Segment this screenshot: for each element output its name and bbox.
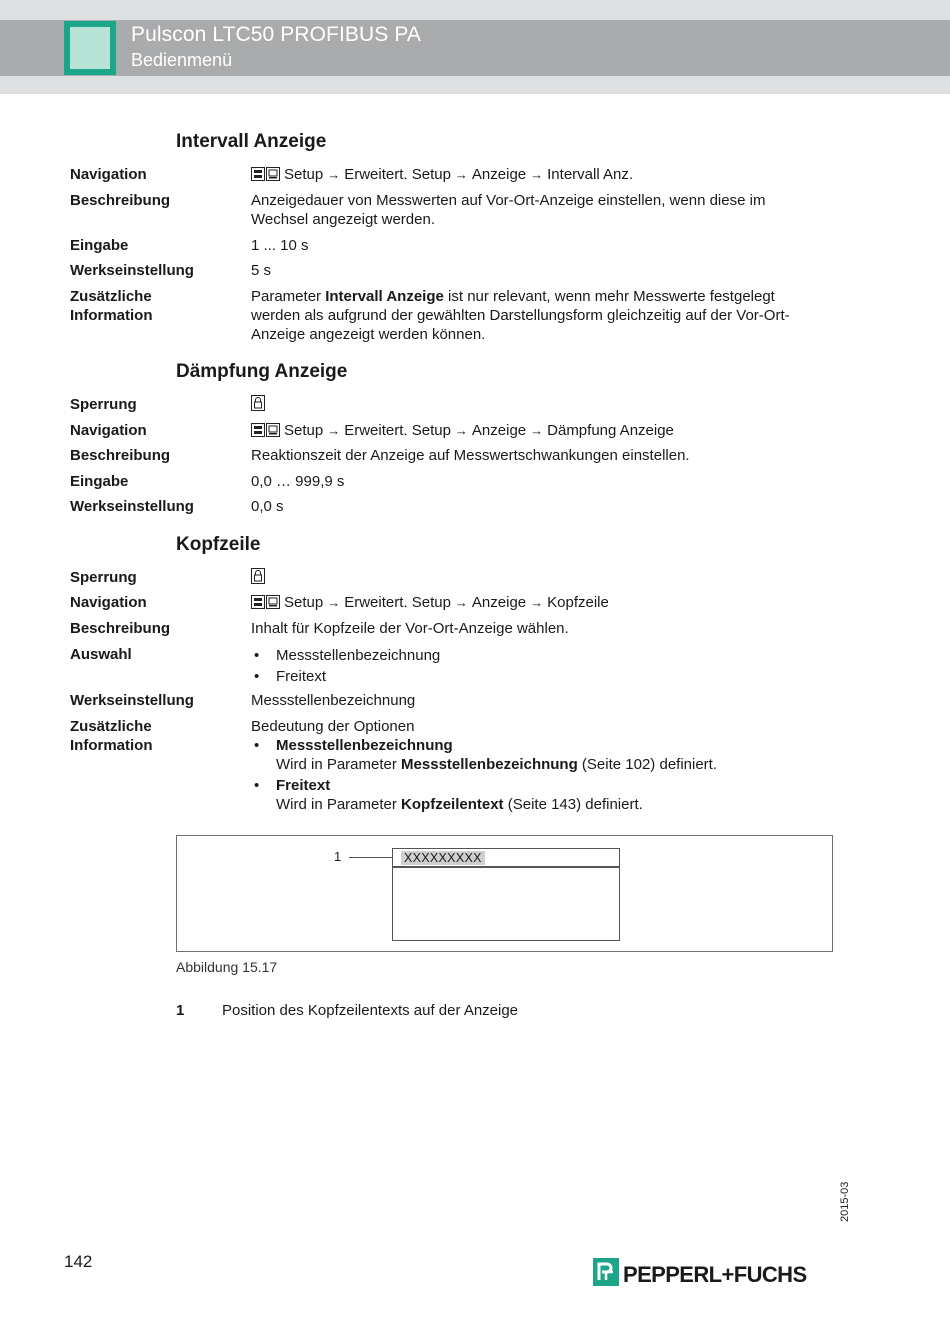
section-heading-intervall-anzeige: Intervall Anzeige bbox=[176, 131, 327, 152]
option-title: Freitext bbox=[276, 777, 331, 794]
document-title: Pulscon LTC50 PROFIBUS PA bbox=[131, 23, 421, 46]
info-text: Parameter Intervall Anzeige ist nur relevant, wenn mehr Messwerte festgelegt bbox=[251, 288, 775, 305]
nav-step: Dämpfung Anzeige bbox=[547, 422, 674, 439]
nav-step: Erweitert. Setup bbox=[344, 422, 451, 439]
input-range: 0,0 … 999,9 s bbox=[251, 473, 345, 490]
info-text: werden als aufgrund der gewählten Darstellungsform gleichzeitig auf der Vor-Ort- bbox=[251, 307, 790, 324]
list-item: • Messstellenbezeichnung bbox=[251, 645, 831, 666]
navigation-path bbox=[251, 165, 831, 186]
menu-display-icon bbox=[251, 595, 280, 614]
document-subtitle: Bedienmenü bbox=[131, 50, 233, 70]
row-label: Navigation bbox=[70, 594, 147, 611]
figure-caption: Abbildung 15.17 bbox=[176, 959, 278, 975]
parameter-name: Kopfzeilentext bbox=[401, 796, 504, 813]
arrow-right-icon: → bbox=[530, 167, 544, 182]
row-label: Auswahl bbox=[70, 646, 132, 663]
pepperl-fuchs-logo-icon bbox=[593, 1258, 619, 1286]
arrow-right-icon: → bbox=[454, 167, 468, 182]
row-label: Information bbox=[70, 737, 153, 754]
description-text: Inhalt für Kopfzeile der Vor-Ort-Anzeige wählen. bbox=[251, 620, 569, 637]
navigation-path bbox=[251, 593, 831, 614]
info-text: Anzeige angezeigt werden können. bbox=[251, 326, 486, 343]
row-label: Werkseinstellung bbox=[70, 262, 194, 279]
parameter-name: Intervall Anzeige bbox=[325, 288, 444, 305]
row-label: Navigation bbox=[70, 166, 147, 183]
list-item: • Freitext bbox=[251, 666, 831, 687]
default-value: 0,0 s bbox=[251, 498, 284, 515]
arrow-right-icon: → bbox=[454, 423, 468, 438]
parameter-name: Messstellenbezeichnung bbox=[401, 756, 578, 773]
legend-number: 1 bbox=[176, 1002, 185, 1019]
row-label: Werkseinstellung bbox=[70, 692, 194, 709]
default-value: 5 s bbox=[251, 262, 272, 279]
nav-step: Kopfzeile bbox=[547, 594, 609, 611]
display-header-line bbox=[393, 849, 619, 868]
navigation-path bbox=[251, 421, 831, 442]
nav-step: Setup bbox=[284, 594, 324, 611]
nav-step: Anzeige bbox=[471, 594, 527, 611]
callout-line bbox=[349, 857, 393, 858]
default-value: Messstellenbezeichnung bbox=[251, 692, 416, 709]
header-top-strip bbox=[0, 0, 950, 20]
section-heading-kopfzeile: Kopfzeile bbox=[176, 534, 261, 555]
header-text: XXXXXXXXX bbox=[401, 851, 485, 865]
info-intro: Bedeutung der Optionen bbox=[251, 718, 415, 735]
option-list bbox=[251, 645, 831, 687]
arrow-right-icon: → bbox=[327, 167, 341, 182]
row-label: Beschreibung bbox=[70, 192, 171, 209]
row-label: Zusätzliche bbox=[70, 288, 152, 305]
nav-step: Anzeige bbox=[471, 422, 527, 439]
figure-callout: 1 bbox=[334, 849, 342, 864]
row-label: Zusätzliche bbox=[70, 718, 152, 735]
list-item: • Freitext Wird in Parameter Kopfzeilentext (Seite 143) definiert. bbox=[251, 776, 831, 814]
nav-step: Setup bbox=[284, 422, 324, 439]
nav-step: Erweitert. Setup bbox=[344, 594, 451, 611]
display-figure bbox=[176, 835, 833, 952]
menu-display-icon bbox=[251, 167, 280, 186]
row-label: Navigation bbox=[70, 422, 147, 439]
description-text: Reaktionszeit der Anzeige auf Messwertschwankungen einstellen. bbox=[251, 447, 690, 464]
row-label: Sperrung bbox=[70, 396, 137, 413]
list-item: • Messstellenbezeichnung Wird in Parameter Messstellenbezeichnung (Seite 102) definiert. bbox=[251, 736, 831, 774]
option-title: Messstellenbezeichnung bbox=[276, 737, 453, 754]
page-number: 142 bbox=[64, 1252, 93, 1271]
nav-step: Erweitert. Setup bbox=[344, 166, 451, 183]
brand-name: PEPPERL+FUCHS bbox=[623, 1262, 807, 1287]
chapter-marker bbox=[64, 21, 116, 75]
row-label: Eingabe bbox=[70, 473, 129, 490]
nav-step: Setup bbox=[284, 166, 324, 183]
edition-date: 2015-03 bbox=[839, 1181, 851, 1222]
arrow-right-icon: → bbox=[454, 595, 468, 610]
row-label: Information bbox=[70, 307, 153, 324]
menu-display-icon bbox=[251, 423, 280, 442]
option-explanations bbox=[251, 736, 831, 814]
row-label: Eingabe bbox=[70, 237, 129, 254]
arrow-right-icon: → bbox=[327, 595, 341, 610]
arrow-right-icon: → bbox=[530, 423, 544, 438]
row-label: Beschreibung bbox=[70, 620, 171, 637]
description-text: Wechsel angezeigt werden. bbox=[251, 211, 435, 228]
description-text: Anzeigedauer von Messwerten auf Vor-Ort-Anzeige einstellen, wenn diese im bbox=[251, 192, 766, 209]
nav-step: Intervall Anz. bbox=[547, 166, 634, 183]
arrow-right-icon: → bbox=[530, 595, 544, 610]
local-display bbox=[392, 848, 620, 941]
legend-text: Position des Kopfzeilentexts auf der Anzeige bbox=[222, 1002, 519, 1019]
lock-icon bbox=[251, 395, 265, 416]
row-label: Sperrung bbox=[70, 569, 137, 586]
section-heading-daempfung-anzeige: Dämpfung Anzeige bbox=[176, 361, 348, 382]
row-label: Werkseinstellung bbox=[70, 498, 194, 515]
header-bottom-strip bbox=[0, 76, 950, 94]
input-range: 1 ... 10 s bbox=[251, 237, 309, 254]
arrow-right-icon: → bbox=[327, 423, 341, 438]
nav-step: Anzeige bbox=[471, 166, 527, 183]
lock-icon bbox=[251, 568, 265, 589]
row-label: Beschreibung bbox=[70, 447, 171, 464]
